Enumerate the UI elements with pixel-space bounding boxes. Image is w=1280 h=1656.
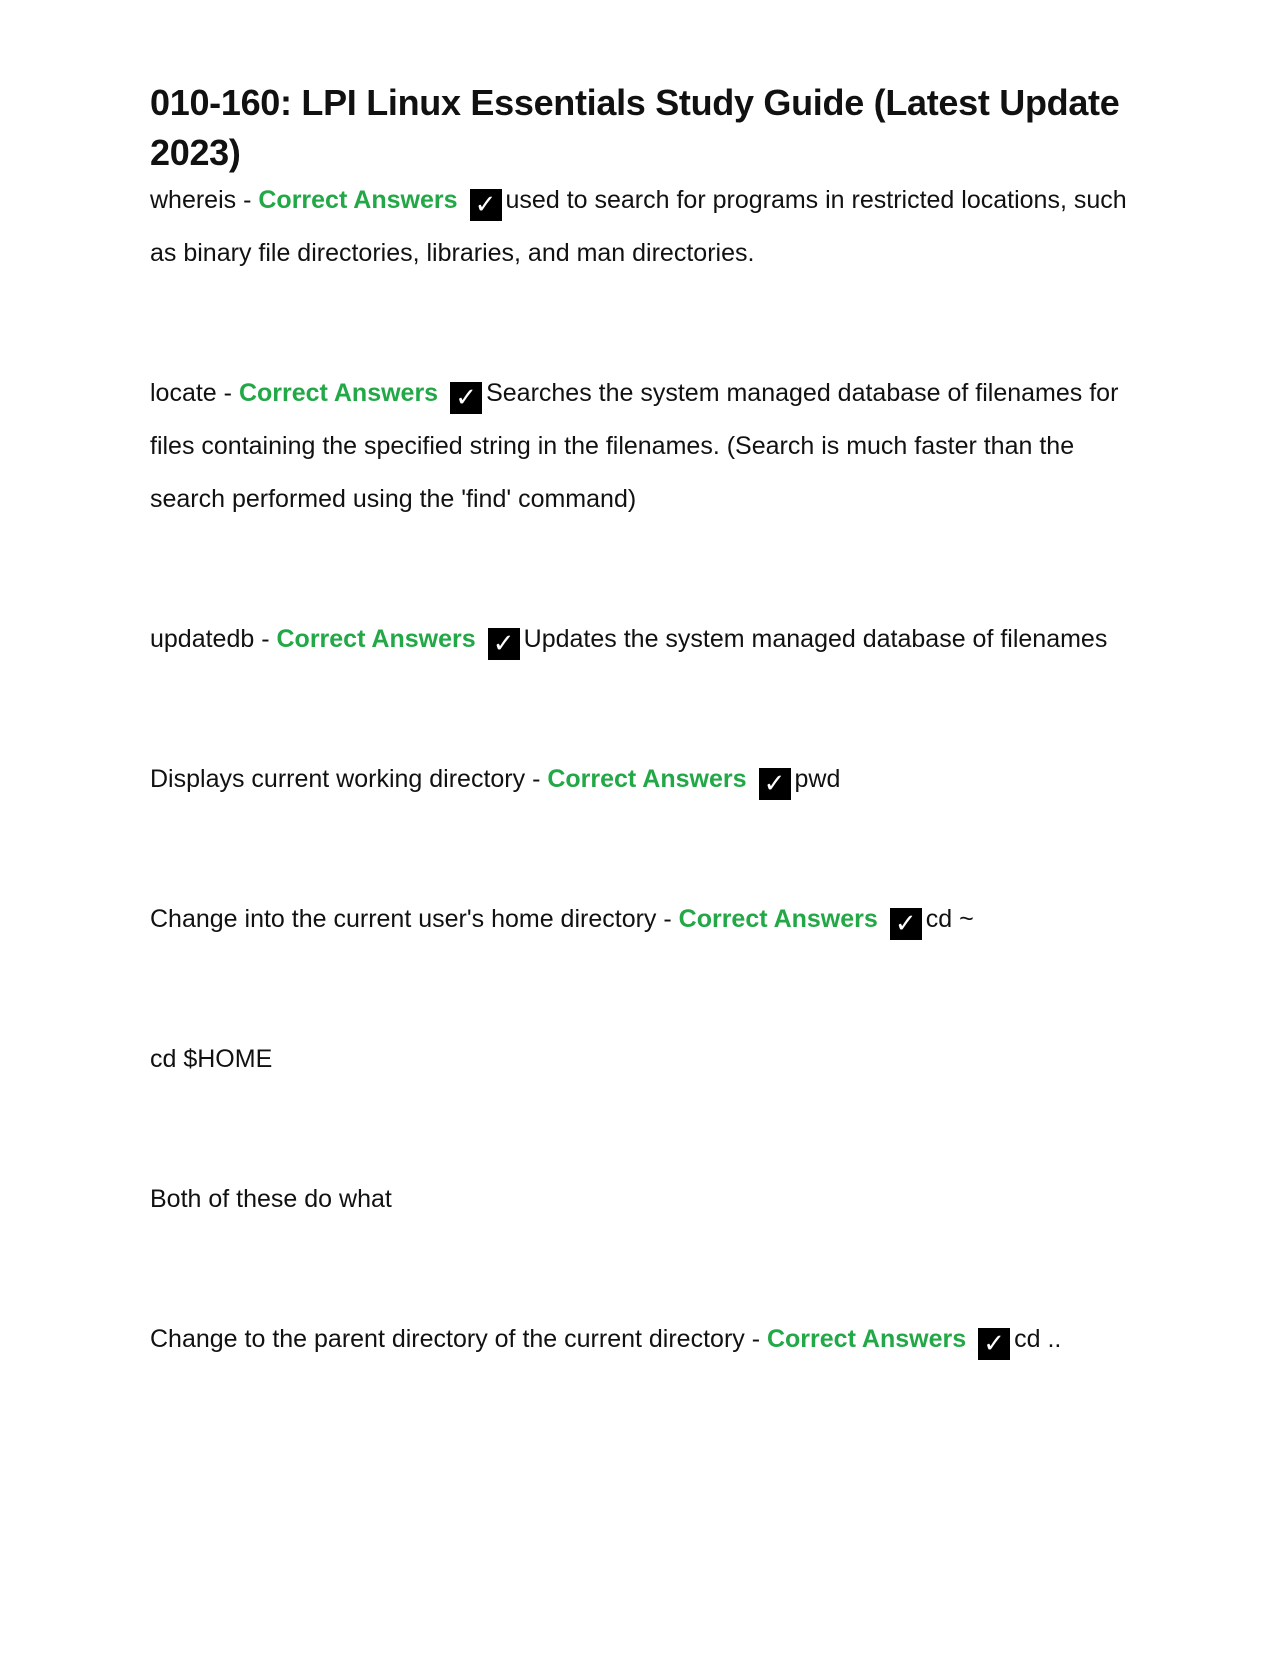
- entry-term: Change to the parent directory of the current directory -: [150, 1325, 767, 1353]
- entry-term: whereis -: [150, 186, 259, 214]
- entry-cd-dollar-home: [150, 1033, 1130, 1086]
- checkmark-icon: ✓: [470, 189, 502, 221]
- entry-answer: Updates the system managed database of filenames: [523, 625, 1108, 653]
- entry-term: Change into the current user's home directory -: [150, 905, 679, 933]
- entry-locate: [150, 367, 1130, 526]
- checkmark-icon: ✓: [488, 628, 520, 660]
- entry-updatedb: [150, 613, 1130, 666]
- correct-answers-label: Correct Answers: [678, 905, 878, 933]
- entry-term: Displays current working directory -: [150, 765, 548, 793]
- entry-whereis: [150, 174, 1130, 280]
- correct-answers-label: Correct Answers: [547, 765, 747, 793]
- entry-answer: Searches the system managed database of filenames for files containing the specified string in the filenames. (Search is much faster than the search performed using the 'find' command): [150, 379, 1119, 513]
- entry-answer: cd ~: [925, 905, 974, 933]
- correct-answers-label: Correct Answers: [766, 1325, 967, 1353]
- checkmark-icon: ✓: [890, 908, 922, 940]
- entry-term: updatedb -: [150, 625, 277, 653]
- correct-answers-label: Correct Answers: [258, 186, 458, 214]
- checkmark-icon: ✓: [978, 1328, 1010, 1360]
- entry-term: locate -: [150, 379, 239, 407]
- document-page: [150, 78, 1130, 1366]
- entry-cd-parent: [150, 1313, 1130, 1366]
- checkmark-icon: ✓: [450, 382, 482, 414]
- checkmark-icon: ✓: [759, 768, 791, 800]
- entry-both-question: [150, 1173, 1130, 1226]
- entry-answer: cd ..: [1014, 1325, 1062, 1353]
- entry-answer: pwd: [794, 765, 841, 793]
- entry-pwd: [150, 753, 1130, 806]
- correct-answers-label: Correct Answers: [238, 379, 439, 407]
- entry-answer: used to search for programs in restricted locations, such as binary file directories, libraries, and man directories.: [150, 186, 1127, 267]
- entry-text: Both of these do what: [150, 1185, 392, 1213]
- correct-answers-label: Correct Answers: [276, 625, 476, 653]
- entry-text: cd $HOME: [150, 1045, 273, 1073]
- entry-cd-home: [150, 893, 1130, 946]
- document-title: 010-160: LPI Linux Essentials Study Guide (Latest Update 2023): [150, 82, 1120, 173]
